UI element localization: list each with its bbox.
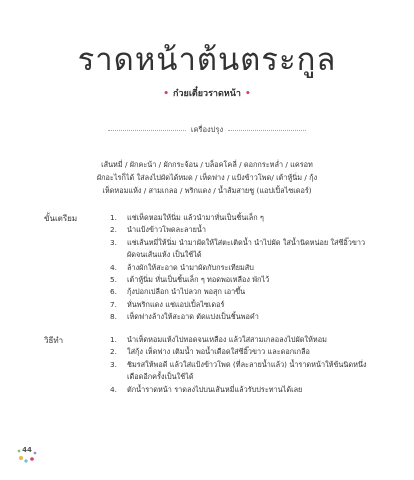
step-text: เห็ดฟางล้างให้สะอาด ตัดแบ่งเป็นชิ้นพอคำ — [127, 312, 259, 322]
bullet-right-icon: • — [244, 89, 251, 99]
step-text: ล้างผักให้สะอาด นำมาผัดกับกระเทียมสับ — [127, 262, 254, 272]
step-text: ใส่กุ้ง เห็ดฟาง เติมน้ำ พอน้ำเดือดใส่ซีอิ๊วขาว และดอกเกลือ — [127, 347, 310, 357]
method-step — [110, 384, 372, 396]
bullet-left-icon: • — [163, 89, 170, 99]
ingredients-heading-text: เครื่องปรุง — [190, 125, 224, 134]
ingredients-list — [52, 158, 362, 197]
step-text: แช่เส้นหมี่ให้นิ่ม นำมาผัดให้ใส่ตะเติดน้ำ นำไปผัด ใส่น้ำนิดหน่อย ใส่ซีอิ๊วขาว ผัดจนเส้นแห้ง เป็นใช้ได้ — [127, 237, 366, 260]
prep-step — [110, 237, 372, 262]
ingredients-line: เห็ดหอมแห้ง / สามเกลอ / พริกแดง / น้ำส้มสายชู (แอปเปิ้ลไซเดอร์) — [102, 186, 312, 195]
prep-steps — [110, 212, 372, 324]
prep-step — [110, 299, 372, 311]
step-text: นำแป้งข้าวโพดละลายน้ำ — [127, 225, 206, 235]
page-title: ราดหน้าต้นตระกูล — [77, 42, 337, 78]
recipe-subtitle — [0, 86, 414, 100]
ingredients-heading — [108, 124, 306, 136]
step-number: 2. — [110, 225, 117, 235]
step-number: 8. — [110, 312, 117, 322]
step-text: ตักน้ำราดหน้า ราดลงไปบนเส้นหมี่แล้วรับประทานได้เลย — [127, 384, 303, 394]
prep-step — [110, 311, 372, 323]
step-number: 4. — [110, 384, 117, 394]
page-number-badge — [16, 442, 38, 464]
method-steps — [110, 334, 372, 396]
step-text: เต้าหู้นิ่ม หั่นเป็นชิ้นเล็ก ๆ ทอดพอเหลือง พักไว้ — [127, 275, 270, 285]
ingredients-line: เส้นหมี่ / ผักคะน้า / ผักกระจ้อน / บล็อคโคลี่ / ดอกกระหล่ำ / แครอท — [101, 160, 313, 169]
prep-step — [110, 286, 372, 298]
prep-label: ขั้นเตรียม — [44, 214, 78, 223]
step-number: 7. — [110, 299, 117, 309]
prep-step — [110, 212, 372, 224]
step-number: 6. — [110, 287, 117, 297]
method-step — [110, 334, 372, 346]
step-text: กุ้งปอกเปลือก นำไปลวก พอสุก เอาขึ้น — [127, 287, 246, 297]
method-label: วิธีทำ — [44, 336, 64, 345]
step-number: 3. — [110, 359, 117, 369]
step-text: แช่เห็ดหอมให้นิ่ม แล้วนำมาหั่นเป็นชิ้นเล็ก ๆ — [127, 213, 264, 222]
step-number: 2. — [110, 347, 117, 357]
step-number: 3. — [110, 237, 117, 247]
step-number: 4. — [110, 262, 117, 272]
prep-step — [110, 262, 372, 274]
prep-step — [110, 274, 372, 286]
prep-step — [110, 224, 372, 236]
step-number: 1. — [110, 213, 117, 222]
step-text: หั่นพริกแดง แช่แอปเปิ้ลไซเดอร์ — [127, 299, 225, 309]
method-step — [110, 359, 372, 384]
subtitle-text: ก๋วยเตี๋ยวราดหน้า — [173, 89, 241, 99]
method-step — [110, 346, 372, 358]
step-number: 1. — [110, 335, 117, 344]
divider-right — [228, 130, 306, 131]
page-number: 44 — [22, 446, 32, 454]
divider-left — [108, 130, 186, 131]
ingredients-line: ผักอะไรก็ได้ ใส่ลงไปผัดได้หมด / เห็ดฟาง / แป้งข้าวโพด/ เต้าหู้นิ่ม / กุ้ง — [96, 173, 318, 182]
step-text: ชิมรสให้พอดี แล้วใส่แป้งข้าวโพด (ที่ละลายน้ำแล้ว) น้ำราดหน้าให้ข้นนิดหนึ่ง เดือดอีกครั้งเป็นใช้ได้ — [127, 359, 367, 382]
step-number: 5. — [110, 275, 117, 285]
step-text: นำเห็ดหอมแห้งไปทอดจนเหลือง แล้วใส่สามเกลอลงไปผัดให้หอม — [127, 335, 327, 344]
